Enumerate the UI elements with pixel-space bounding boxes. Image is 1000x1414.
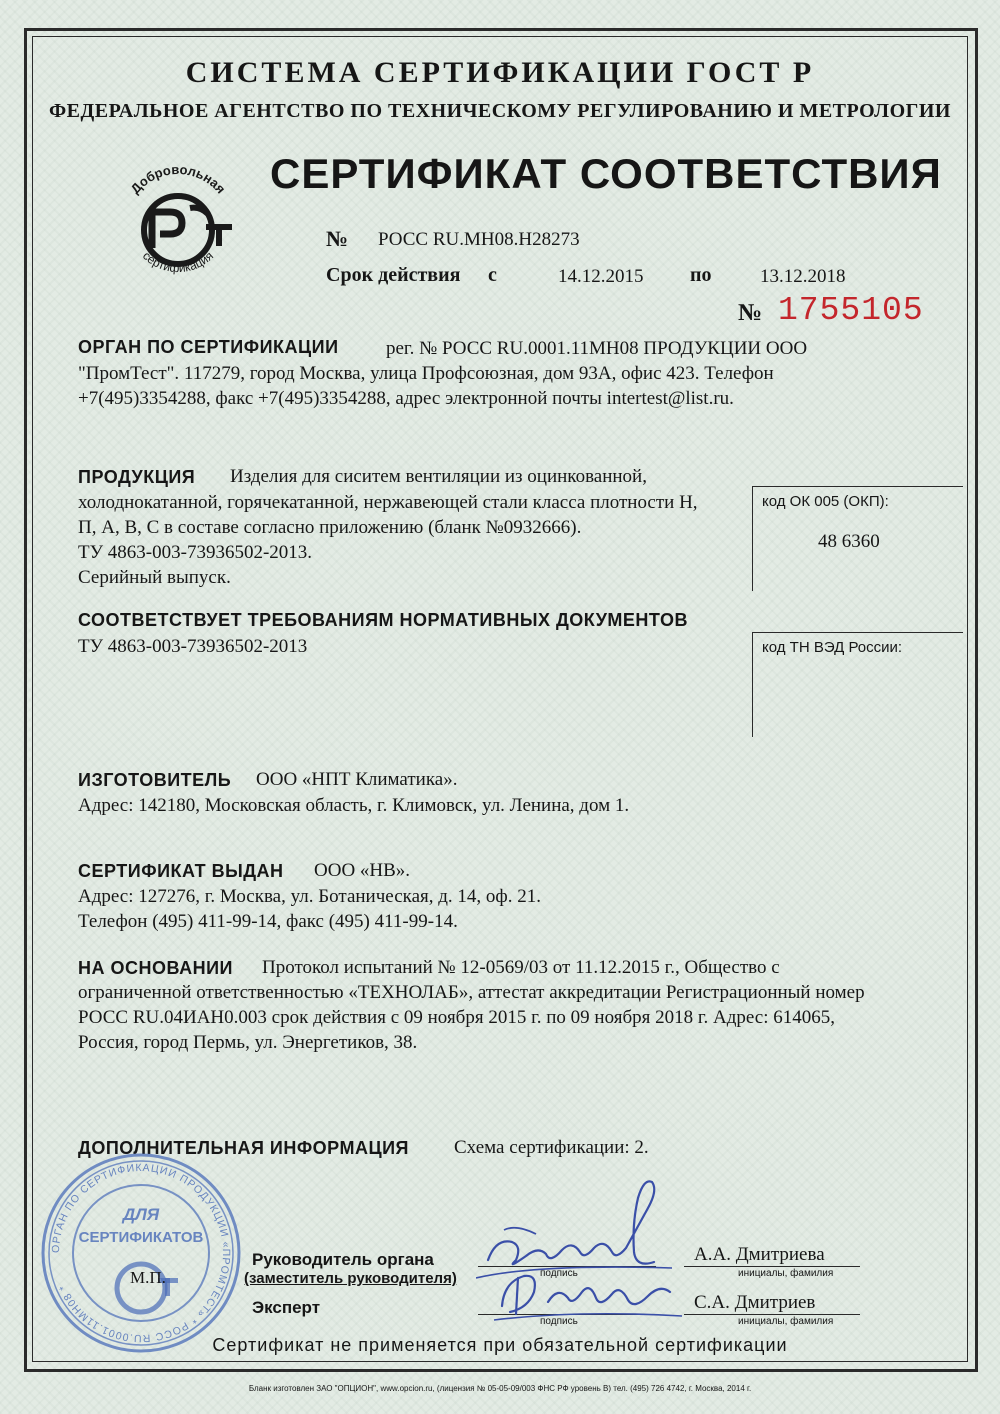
expert-sign-caption: подпись [540,1316,578,1327]
issued-address: Адрес: 127276, г. Москва, ул. Ботаническая, д. 14, оф. 21. [78,886,541,907]
conformity-line-1: ТУ 4863-003-73936502-2013 [78,636,308,657]
conformity-heading: СООТВЕТСТВУЕТ ТРЕБОВАНИЯМ НОРМАТИВНЫХ ДОКУМЕНТОВ [78,610,688,630]
printer-imprint: Бланк изготовлен ЗАО "ОПЦИОН", www.opcion.ru, (лицензия № 05-05-09/003 ФНС РФ уровень В) тел. (495) 726 4742, г. Москва, 2014 г. [248,1384,752,1393]
stamp-center-text-2: СЕРТИФИКАТОВ [78,1229,204,1246]
svg-text:ОРГАН ПО СЕРТИФИКАЦИИ ПРОДУКЦИ [50,1162,232,1344]
additional-heading: ДОПОЛНИТЕЛЬНАЯ ИНФОРМАЦИЯ [78,1138,409,1158]
deputy-label: (заместитель руководителя) [244,1270,457,1287]
tnved-code-label: код ТН ВЭД России: [762,639,903,656]
number-label: № [326,226,349,251]
head-name-line [684,1266,860,1267]
basis-line-3: РОСС RU.04ИАН0.003 срок действия с 09 ноября 2015 г. по 09 ноября 2018 г. Адрес: 614065, [78,1007,836,1028]
manufacturer-name: ООО «НПТ Климатика». [256,769,458,790]
issued-heading: СЕРТИФИКАТ ВЫДАН [78,861,284,881]
certificate-title: СЕРТИФИКАТ СООТВЕТСТВИЯ [270,150,942,197]
organ-line-3: +7(495)3354288, факс +7(495)3354288, адрес электронной почты intertest@list.ru. [78,388,734,409]
validity-from-date: 14.12.2015 [558,266,644,287]
expert-name: С.А. Дмитриев [694,1292,816,1313]
validity-from-label: с [488,264,497,286]
expert-name-line [684,1314,860,1315]
basis-line-2: ограниченной ответственностью «ТЕХНОЛАБ», аттестат аккредитации Регистрационный номер [78,982,865,1003]
organ-heading: ОРГАН ПО СЕРТИФИКАЦИИ [78,337,339,357]
basis-line-1: Протокол испытаний № 12-0569/03 от 11.12.2015 г., Общество с [262,957,780,978]
head-sign-caption: подпись [540,1268,578,1279]
basis-line-4: Россия, город Пермь, ул. Энергетиков, 38. [78,1032,418,1053]
manufacturer-address: Адрес: 142180, Московская область, г. Климовск, ул. Ленина, дом 1. [78,795,630,816]
agency-title: ФЕДЕРАЛЬНОЕ АГЕНТСТВО ПО ТЕХНИЧЕСКОМУ РЕГУЛИРОВАНИЮ И МЕТРОЛОГИИ [49,100,951,122]
organ-line-1: рег. № РОСС RU.0001.11МН08 ПРОДУКЦИИ ООО [386,338,808,359]
product-line-3: П, А, В, С в составе согласно приложению (бланк №0932666). [78,517,582,538]
issued-name: ООО «НВ». [314,860,411,881]
head-name: А.А. Дмитриева [694,1244,825,1265]
logo-bottom-text: сертификация [139,248,217,276]
expert-name-caption: инициалы, фамилия [738,1316,834,1327]
organ-line-2: "ПромТест". 117279, город Москва, улица Профсоюзная, дом 93А, офис 423. Телефон [78,363,774,384]
mp-label: М.П. [130,1268,166,1287]
gost-r-logo-icon [112,154,242,284]
okp-code-label: код ОК 005 (ОКП): [762,493,889,510]
certificate-number: РОСС RU.МН08.Н28273 [378,229,580,250]
svg-text:Добровольная [128,162,229,197]
stamp-outer-text: ОРГАН ПО СЕРТИФИКАЦИИ ПРОДУКЦИИ «ПРОМТЕСТ» * РОСС RU.0001.11МН08 * [49,1161,233,1345]
product-line-2: холоднокатанной, горячекатанной, нержавеющей стали класса плотности Н, [78,492,698,513]
issued-phone: Телефон (495) 411-99-14, факс (495) 411-99-14. [78,911,458,932]
seal-stamp-icon [38,1150,244,1356]
blank-number: 1755105 [778,292,924,329]
head-name-caption: инициалы, фамилия [738,1268,834,1279]
basis-heading: НА ОСНОВАНИИ [78,958,233,978]
validity-to-label: по [690,264,712,286]
expert-signature-icon [488,1262,688,1332]
stamp-center-text-1: ДЛЯ [122,1205,160,1224]
validity-to-date: 13.12.2018 [760,266,846,287]
footer-note: Сертификат не применяется при обязательной сертификации [212,1335,788,1355]
product-heading: ПРОДУКЦИЯ [78,467,196,487]
okp-code-value: 48 6360 [818,531,880,552]
blank-number-label: № [738,300,763,326]
expert-label: Эксперт [252,1298,321,1317]
head-label: Руководитель органа [252,1250,434,1269]
product-line-4: ТУ 4863-003-73936502-2013. [78,542,313,563]
validity-label: Срок действия [326,264,461,286]
logo-top-text: Добровольная [127,161,229,197]
product-line-1: Изделия для сиситем вентиляции из оцинкованной, [230,466,647,487]
manufacturer-heading: ИЗГОТОВИТЕЛЬ [78,770,232,790]
certification-system-title: СИСТЕМА СЕРТИФИКАЦИИ ГОСТ Р [185,56,815,89]
additional-text: Схема сертификации: 2. [454,1137,649,1158]
product-line-5: Серийный выпуск. [78,567,231,588]
